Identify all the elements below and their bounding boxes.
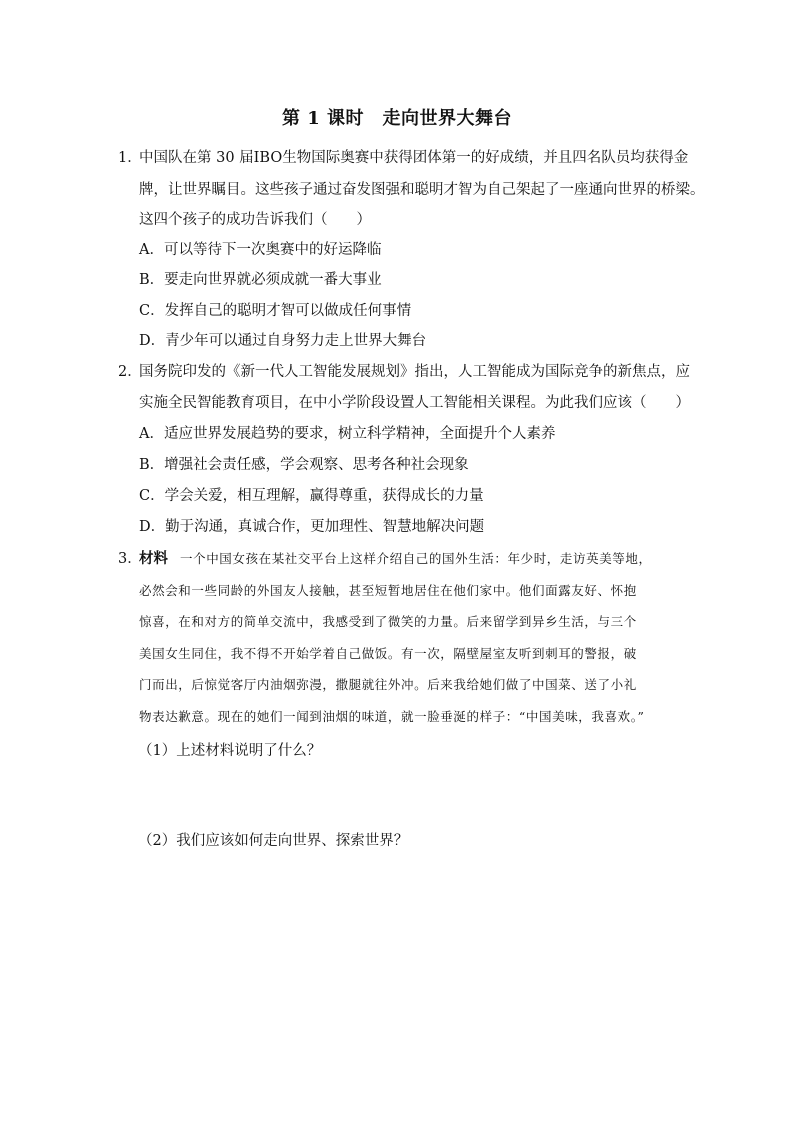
question-number: 1． <box>118 150 142 166</box>
material-text-line: 一个中国女孩在某社交平台上这样介绍自己的国外生活：年少时，走访英美等地， <box>180 551 652 566</box>
question-number: 2． <box>118 364 142 380</box>
material-text-line: 惊喜，在和对方的简单交流中，我感受到了微笑的力量。后来留学到异乡生活，与三个 <box>139 614 637 629</box>
material-text-line: 美国女生同住，我不得不开始学着自己做饭。有一次，隔壁屋室友听到刺耳的警报，破 <box>139 646 637 661</box>
question-stem-line: 中国队在第 30 届IBO生物国际奥赛中获得团体第一的好成绩，并且四名队员均获得金 <box>139 150 689 166</box>
material-text-line: 门而出，后惊觉客厅内油烟弥漫，撒腿就往外冲。后来我给她们做了中国菜、送了小礼 <box>139 677 637 692</box>
option-c: C．学会关爱，相互理解，赢得尊重，获得成长的力量 <box>139 488 484 504</box>
question-stem-line: 国务院印发的《新一代人工智能发展规划》指出，人工智能成为国际竞争的新焦点，应 <box>139 364 690 380</box>
option-b: B．要走向世界就必须成就一番大事业 <box>139 272 382 288</box>
sub-question-2: （2）我们应该如何走向世界、探索世界？ <box>138 833 409 849</box>
option-a: A．适应世界发展趋势的要求，树立科学精神，全面提升个人素养 <box>139 426 556 442</box>
option-d: D．青少年可以通过自身努力走上世界大舞台 <box>139 333 427 349</box>
question-stem-line: 这四个孩子的成功告诉我们（ ） <box>139 212 371 228</box>
option-a: A．可以等待下一次奥赛中的好运降临 <box>139 242 382 258</box>
question-stem-line: 实施全民智能教育项目，在中小学阶段设置人工智能相关课程。为此我们应该（ ） <box>139 395 690 411</box>
question-number: 3． <box>118 551 142 567</box>
page-title: 第 1 课时 走向世界大舞台 <box>281 108 513 129</box>
material-text-line: 物表达歉意。现在的她们一闻到油烟的味道，就一脸垂涎的样子：“中国美味，我喜欢。” <box>139 709 645 724</box>
option-d: D．勤于沟通，真诚合作，更加理性、智慧地解决问题 <box>139 519 485 535</box>
option-c: C．发挥自己的聪明才智可以做成任何事情 <box>139 303 412 319</box>
sub-question-1: （1）上述材料说明了什么？ <box>138 743 322 759</box>
question-stem-line: 牌，让世界瞩目。这些孩子通过奋发图强和聪明才智为自己架起了一座通向世界的桥梁。 <box>139 182 705 198</box>
material-label: 材料 <box>139 550 168 567</box>
material-text-line: 必然会和一些同龄的外国友人接触，甚至短暂地居住在他们家中。他们面露友好、怀抱 <box>139 583 637 598</box>
material-first-line <box>139 549 652 569</box>
option-b: B．增强社会责任感，学会观察、思考各种社会现象 <box>139 457 469 473</box>
